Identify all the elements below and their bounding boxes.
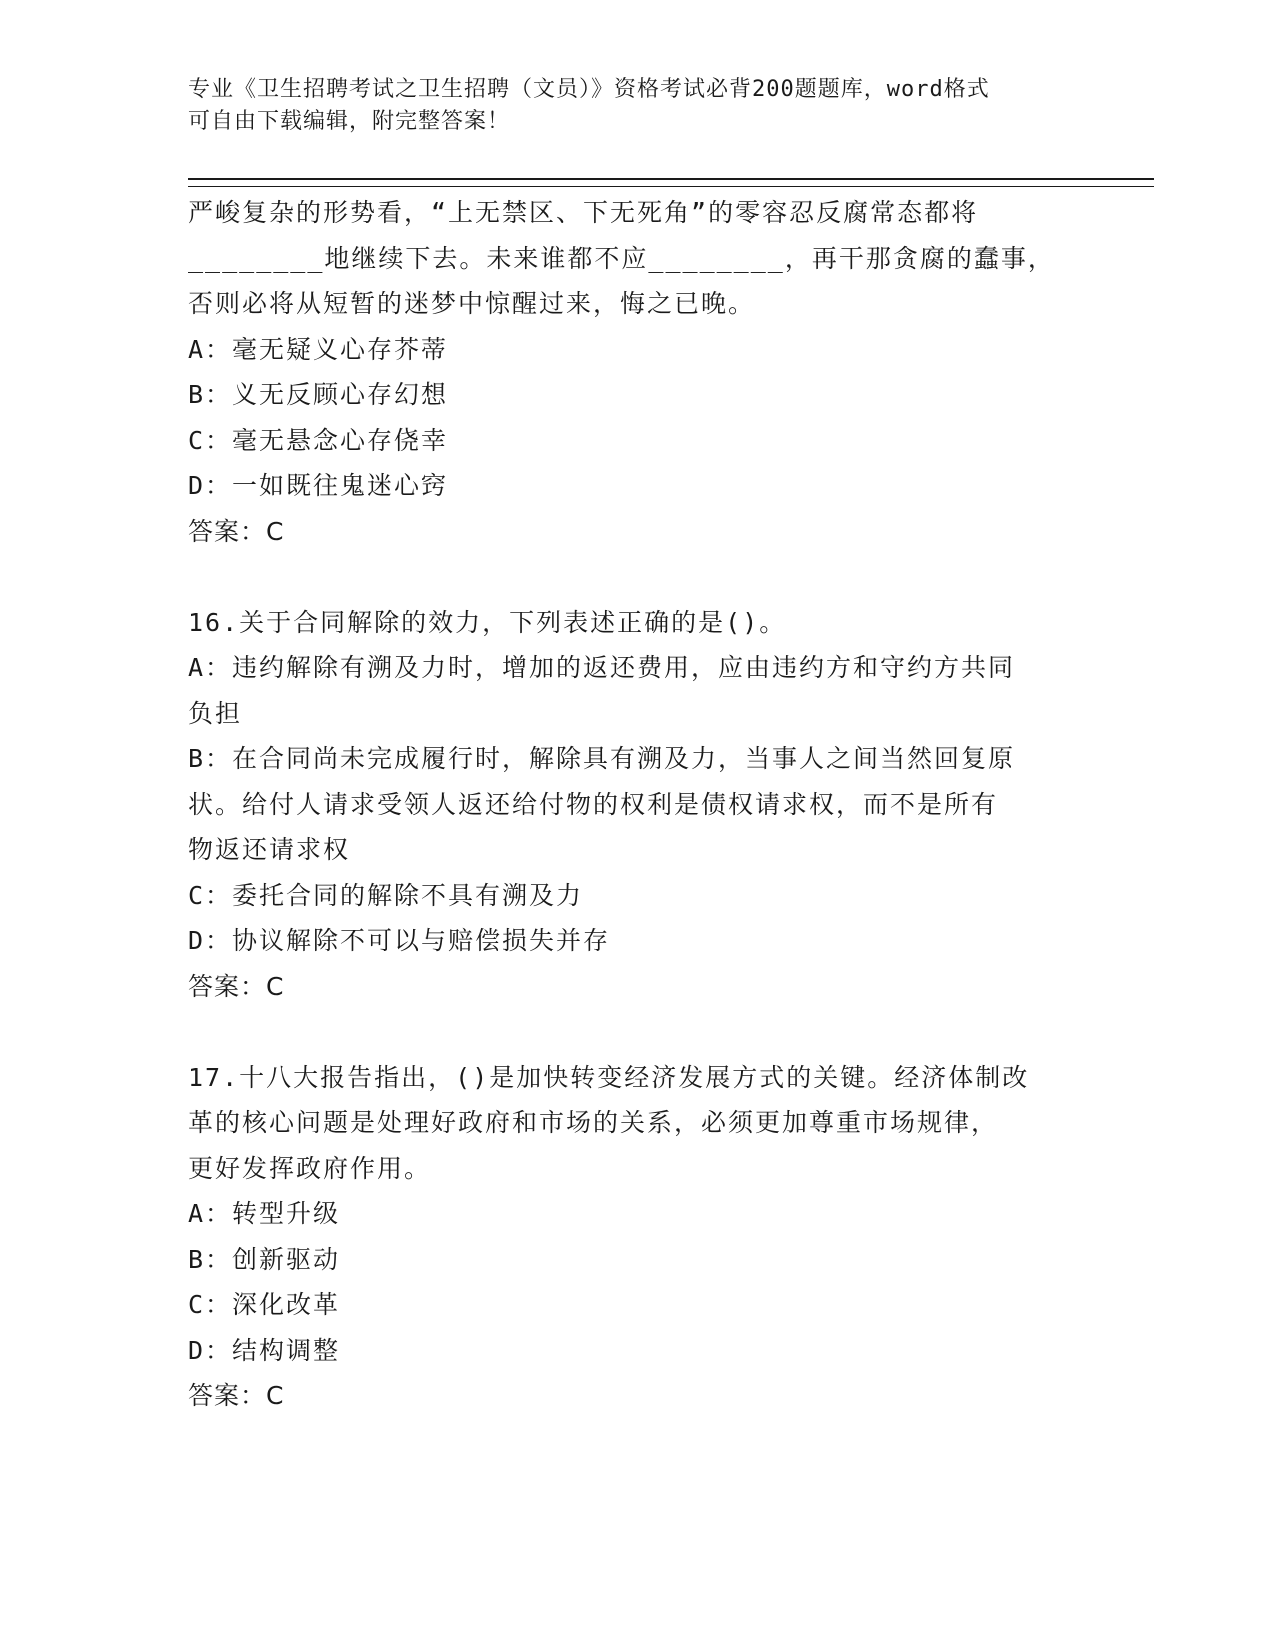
question-stem-line: 革的核心问题是处理好政府和市场的关系，必须更加尊重市场规律，	[188, 1108, 999, 1137]
question-17	[188, 1055, 1078, 1419]
answer-line: 答案：C	[188, 971, 285, 1001]
option-c: C：委托合同的解除不具有溯及力	[188, 880, 584, 910]
question-stem-line: 严峻复杂的形势看，“上无禁区、下无死角”的零容忍反腐常态都将	[188, 198, 979, 227]
question-continued	[188, 190, 1078, 554]
question-stem-line: 更好发挥政府作用。	[188, 1153, 432, 1183]
option-a-continued: 负担	[188, 698, 243, 728]
header-rule	[188, 178, 1154, 187]
option-b-continued: 状。给付人请求受领人返还给付物的权利是债权请求权，而不是所有	[188, 789, 999, 819]
question-content	[188, 190, 1078, 1419]
option-c: C：深化改革	[188, 1290, 341, 1319]
header-line: 可自由下载编辑，附完整答案！	[188, 109, 511, 134]
option-d: D：结构调整	[188, 1335, 341, 1365]
question-stem-line: ________地继续下去。未来谁都不应________，再干那贪腐的蠢事，	[188, 243, 1055, 273]
option-b-continued: 物返还请求权	[188, 835, 351, 864]
option-b: B：义无反顾心存幻想	[188, 380, 449, 409]
header-line: 专业《卫生招聘考试之卫生招聘（文员）》资格考试必背200题题库，word格式	[188, 77, 990, 102]
question-stem-line: 16.关于合同解除的效力，下列表述正确的是()。	[188, 607, 787, 637]
question-stem-line: 17.十八大报告指出，()是加快转变经济发展方式的关键。经济体制改	[188, 1062, 1030, 1092]
answer-line: 答案：C	[188, 1381, 285, 1410]
page-header	[188, 74, 1078, 138]
option-b: B：创新驱动	[188, 1244, 341, 1274]
option-c: C：毫无悬念心存侥幸	[188, 425, 449, 455]
option-d: D：一如既往鬼迷心窍	[188, 471, 449, 500]
option-b: B：在合同尚未完成履行时，解除具有溯及力，当事人之间当然回复原	[188, 744, 1016, 773]
option-a: A：违约解除有溯及力时，增加的返还费用，应由违约方和守约方共同	[188, 653, 1016, 682]
option-d: D：协议解除不可以与赔偿损失并存	[188, 926, 611, 955]
spacer	[188, 554, 1078, 600]
answer-line: 答案：C	[188, 516, 285, 546]
question-stem-line: 否则必将从短暂的迷梦中惊醒过来，悔之已晚。	[188, 289, 756, 318]
option-a: A：转型升级	[188, 1199, 341, 1228]
option-a: A：毫无疑义心存芥蒂	[188, 334, 449, 364]
spacer	[188, 1009, 1078, 1055]
question-16	[188, 600, 1078, 1010]
